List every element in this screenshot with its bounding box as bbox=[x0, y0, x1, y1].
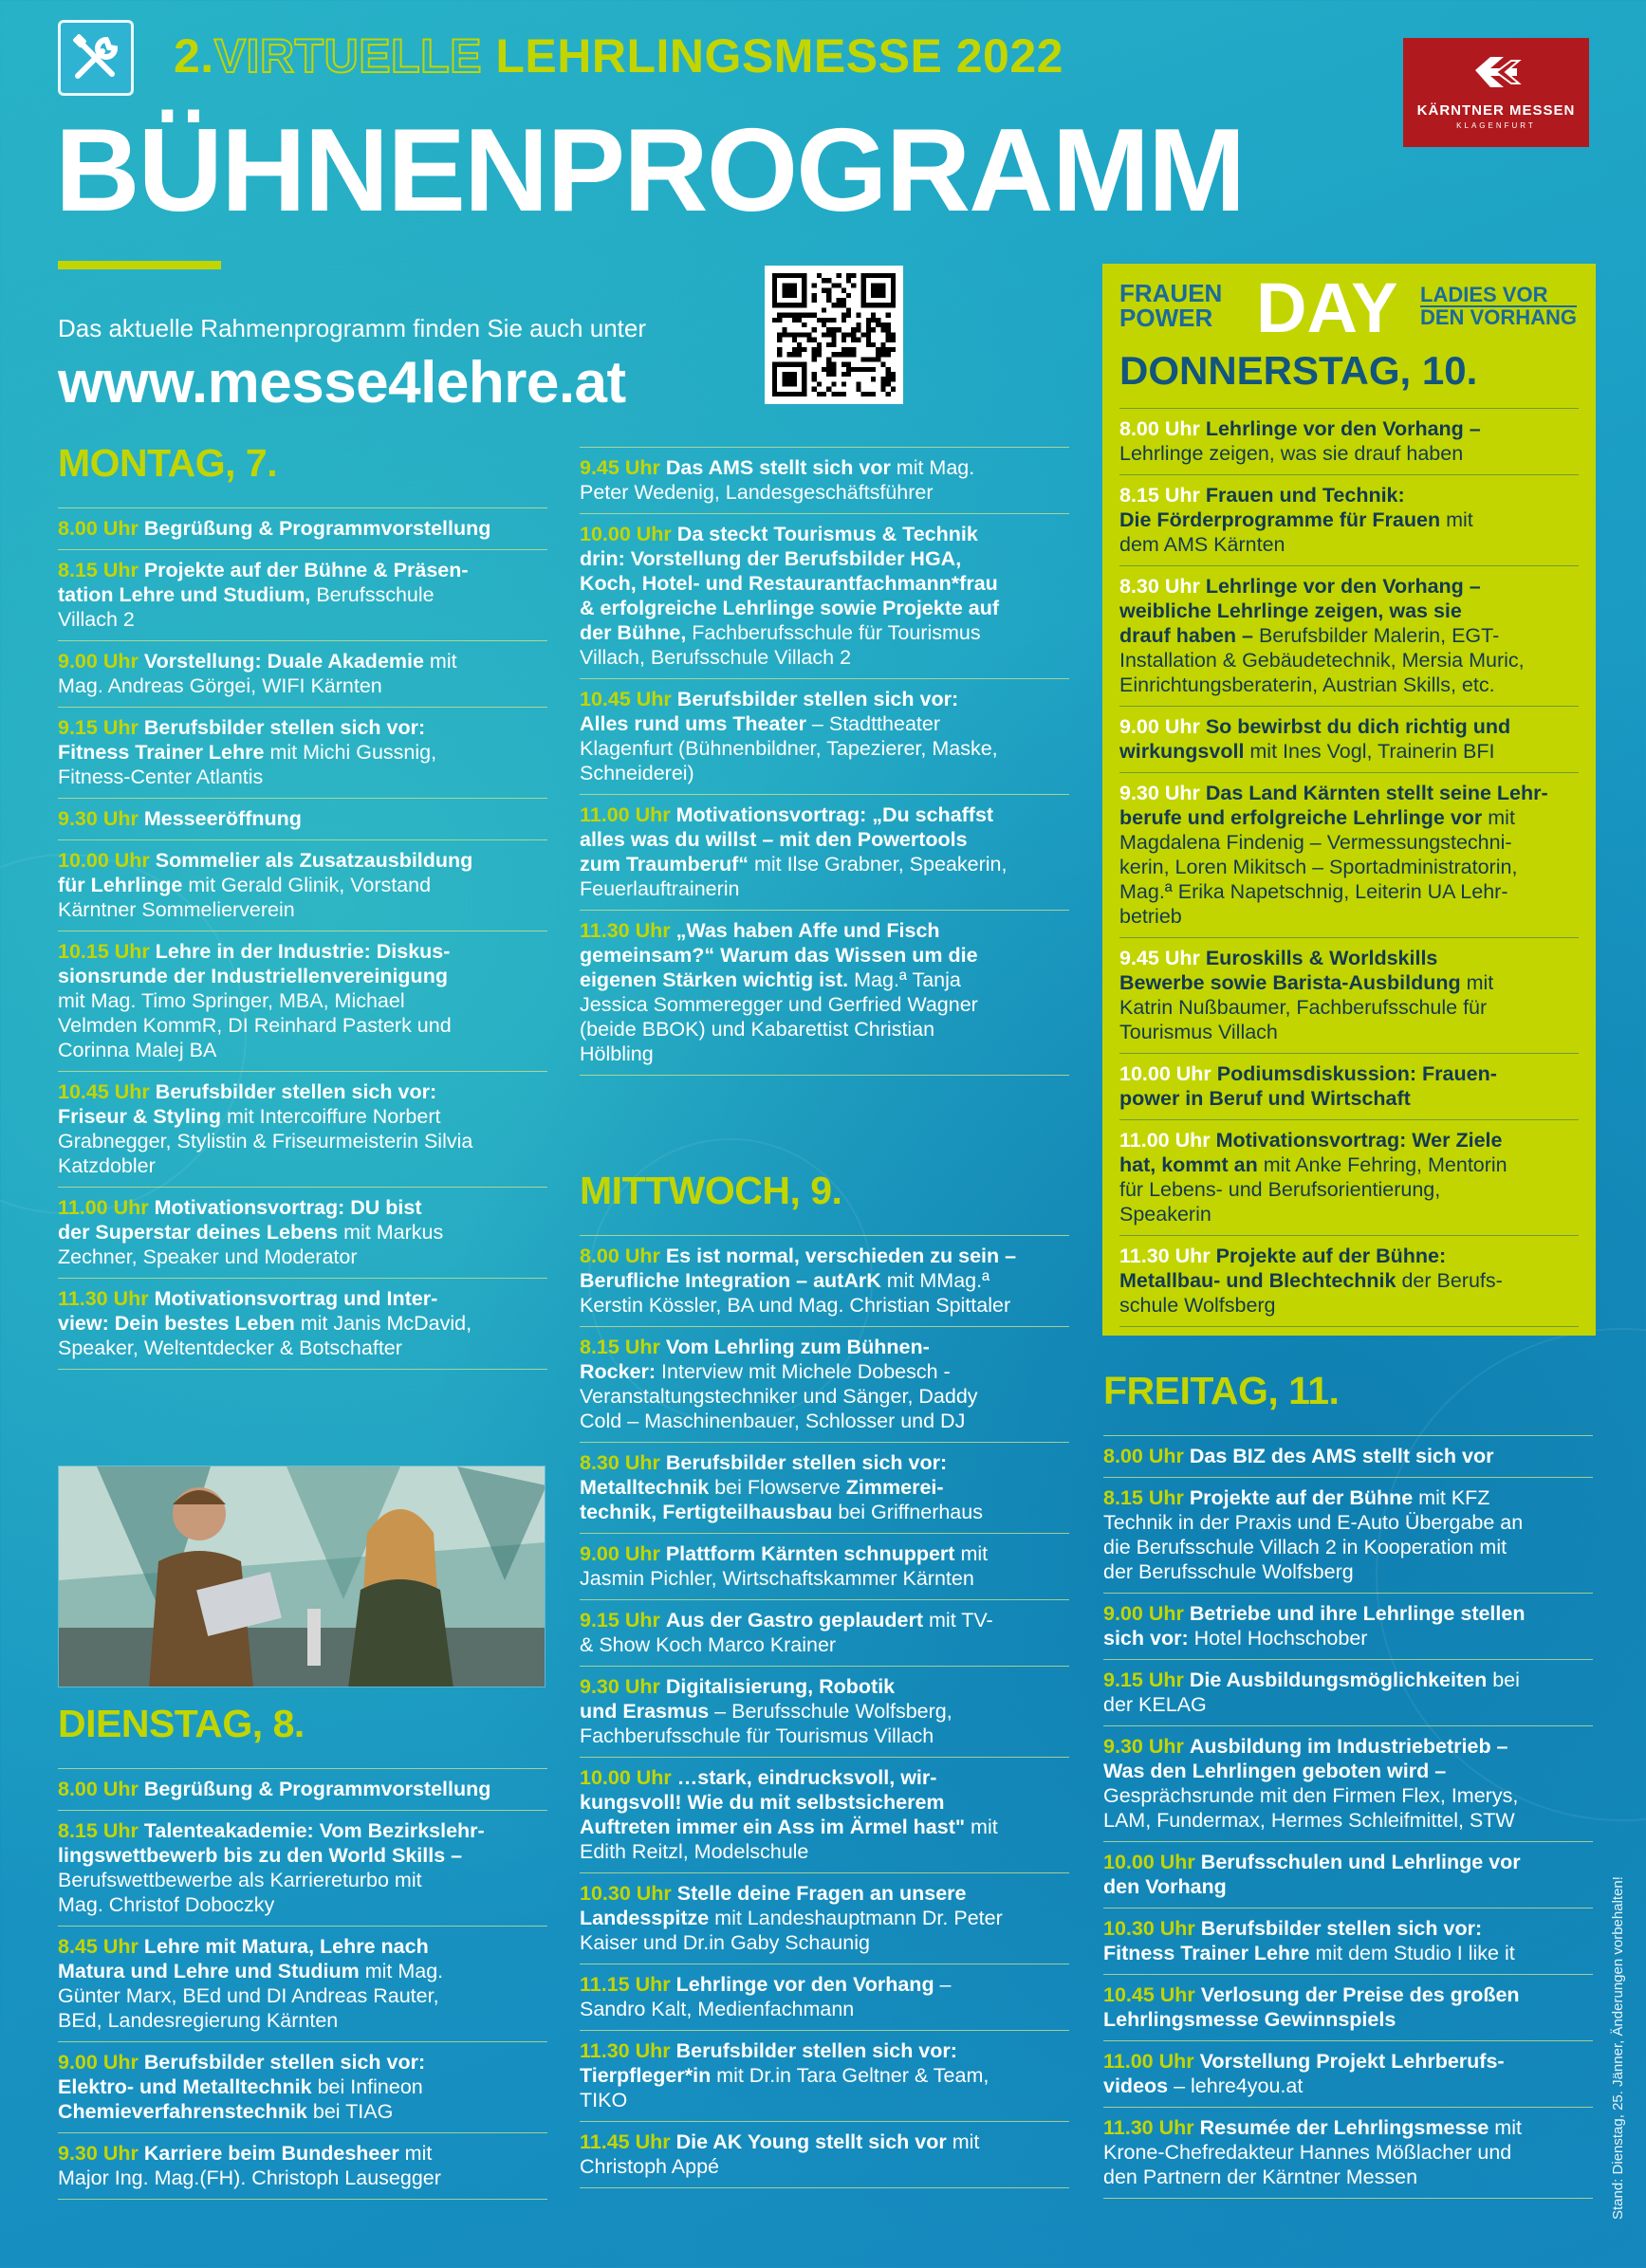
entry-time: 10.30 Uhr bbox=[1103, 1917, 1195, 1940]
entry-time: 10.00 Uhr bbox=[1119, 1062, 1211, 1085]
program-entry bbox=[1103, 1435, 1593, 1477]
entry-time: 8.15 Uhr bbox=[58, 559, 139, 581]
entry-time: 9.00 Uhr bbox=[1103, 1602, 1184, 1625]
program-entry bbox=[1119, 565, 1579, 706]
logo-mark-icon bbox=[1468, 47, 1525, 95]
program-entry bbox=[58, 1926, 547, 2041]
page-title: BÜHNENPROGRAMM bbox=[55, 105, 1245, 236]
program-entry bbox=[58, 1187, 547, 1278]
program-entry bbox=[1103, 2107, 1593, 2198]
program-entry bbox=[1103, 2040, 1593, 2107]
entry-text: Lehre mit Matura, Lehre nach Matura und Lehre und Studium mit Mag. Günter Marx, BEd und DI Andreas Rauter, BEd, Landesregierung Kärnten bbox=[58, 1935, 444, 2032]
entry-text: Motivationsvortrag und Inter- view: Dein bestes Leben mit Janis McDavid, Speaker, Weltentdecker & Botschafter bbox=[58, 1287, 472, 1359]
program-entry bbox=[1103, 1659, 1593, 1725]
entry-text: Berufsschulen und Lehrlinge vor den Vorhang bbox=[1103, 1851, 1521, 1898]
program-entry bbox=[58, 2041, 547, 2132]
entry-time: 11.30 Uhr bbox=[580, 919, 671, 942]
entry-time: 8.00 Uhr bbox=[58, 1778, 139, 1800]
entry-text: Die Ausbildungsmöglichkeiten bei der KELAG bbox=[1103, 1669, 1520, 1716]
entry-time: 9.00 Uhr bbox=[58, 2051, 139, 2074]
entry-text: Messeeröffnung bbox=[143, 807, 302, 830]
program-entry bbox=[580, 2121, 1069, 2187]
entry-time: 8.00 Uhr bbox=[58, 517, 139, 540]
entry-time: 8.45 Uhr bbox=[58, 1935, 139, 1958]
entry-time: 8.15 Uhr bbox=[58, 1819, 139, 1842]
entry-time: 9.15 Uhr bbox=[580, 1609, 660, 1632]
entry-time: 8.00 Uhr bbox=[580, 1245, 660, 1267]
entry-text: Da steckt Tourismus & Technik drin: Vorstellung der Berufsbilder HGA, Koch, Hotel- und Restaurantfachmann*frau & erfolgreiche Lehrlinge sowie Projekte auf der Bühne, Fachberufsschule für Tourismus Villach, Berufsschule Villach 2 bbox=[580, 523, 1000, 669]
entry-text: …stark, eindrucksvoll, wir- kungsvoll! Wie du mit selbstsicherem Auftreten immer ein Ass im Ärmel hast" mit Edith Reitzl, Modelschule bbox=[580, 1766, 998, 1863]
program-entry bbox=[580, 447, 1069, 513]
entry-time: 11.30 Uhr bbox=[1119, 1245, 1211, 1267]
entry-text: Digitalisierung, Robotik und Erasmus – Berufsschule Wolfsberg, Fachberufsschule für Tourismus Villach bbox=[580, 1675, 952, 1747]
day-heading-donnerstag: DONNERSTAG, 10. bbox=[1119, 348, 1478, 393]
fp-day: DAY bbox=[1256, 268, 1398, 347]
intro-text: Das aktuelle Rahmenprogramm finden Sie auch unter bbox=[58, 314, 647, 342]
entry-text: Motivationsvortrag: Wer Ziele hat, kommt an mit Anke Fehring, Mentorin für Lebens- und Berufsorientierung, Speakerin bbox=[1119, 1129, 1507, 1226]
entry-time: 9.30 Uhr bbox=[580, 1675, 660, 1698]
entry-text: Stelle deine Fragen an unsere Landesspitze mit Landeshauptmann Dr. Peter Kaiser und Dr.in Gaby Schaunig bbox=[580, 1882, 1003, 1954]
entry-time: 9.30 Uhr bbox=[1103, 1735, 1184, 1758]
logo-city: KLAGENFURT bbox=[1456, 121, 1536, 130]
fp-vorhang: DEN VORHANG bbox=[1420, 305, 1578, 329]
program-entry bbox=[1119, 1053, 1579, 1119]
program-entry bbox=[58, 839, 547, 931]
entry-text: Frauen und Technik: Die Förderprogramme für Frauen mit dem AMS Kärnten bbox=[1119, 484, 1473, 556]
program-entry bbox=[580, 794, 1069, 910]
entry-text: Die AK Young stellt sich vor mit Christoph Appé bbox=[580, 2130, 980, 2178]
entry-time: 8.15 Uhr bbox=[580, 1336, 660, 1358]
column-montag bbox=[58, 441, 547, 1370]
entries-freitag bbox=[1103, 1435, 1593, 2199]
program-entry bbox=[580, 513, 1069, 678]
entry-time: 11.00 Uhr bbox=[58, 1196, 149, 1219]
entry-time: 9.00 Uhr bbox=[1119, 715, 1200, 738]
footer-note: Stand: Dienstag, 25. Jänner, Änderungen vorbehalten! bbox=[1610, 1876, 1626, 2220]
program-entry bbox=[1119, 772, 1579, 937]
entry-time: 8.30 Uhr bbox=[1119, 575, 1200, 598]
entry-time: 11.00 Uhr bbox=[1103, 2050, 1194, 2073]
entry-text: Sommelier als Zusatzausbildung für Lehrlinge mit Gerald Glinik, Vorstand Kärntner Sommelierverein bbox=[58, 849, 473, 921]
website-link[interactable]: www.messe4lehre.at bbox=[58, 350, 626, 415]
entry-text: Berufsbilder stellen sich vor: Tierpfleger*in mit Dr.in Tara Geltner & Team, TIKO bbox=[580, 2039, 989, 2111]
entry-time: 9.30 Uhr bbox=[1119, 782, 1200, 804]
program-entry bbox=[1103, 1841, 1593, 1908]
fp-frauen: FRAUEN bbox=[1119, 279, 1223, 307]
entry-text: Das Land Kärnten stellt seine Lehr- berufe und erfolgreiche Lehrlinge vor mit Magdalena Findenig – Vermessungstechni- kerin, Loren Mikitsch – Sportadministratorin, Mag.ª Erika Napetschnig, Leiterin UA Lehr- betrieb bbox=[1119, 782, 1548, 928]
program-entry bbox=[1119, 1235, 1579, 1326]
column-dienstag-continued bbox=[580, 447, 1069, 1076]
program-entry bbox=[1103, 1725, 1593, 1841]
frauen-power-day-panel bbox=[1102, 264, 1596, 1336]
entry-text: Motivationsvortrag: DU bist der Superstar deines Lebens mit Markus Zechner, Speaker und Moderator bbox=[58, 1196, 444, 1268]
frauen-power-day-logo bbox=[1119, 268, 1579, 347]
entry-time: 11.30 Uhr bbox=[1103, 2116, 1194, 2139]
entry-time: 8.15 Uhr bbox=[1103, 1486, 1184, 1509]
program-entry bbox=[58, 1768, 547, 1810]
entry-text: Vorstellung Projekt Lehrberufs- videos – lehre4you.at bbox=[1103, 2050, 1505, 2097]
entry-text: Lehrlinge vor den Vorhang – weibliche Lehrlinge zeigen, was sie drauf haben – Berufsbilder Malerin, EGT- Installation & Gebäudetechnik, Mersia Muric, Einrichtungsberaterin, Austrian Skills, etc. bbox=[1119, 575, 1525, 696]
entry-time: 11.00 Uhr bbox=[580, 803, 671, 826]
entry-time: 10.00 Uhr bbox=[58, 849, 150, 872]
program-entry bbox=[58, 549, 547, 640]
entry-text: Projekte auf der Bühne: Metallbau- und Blechtechnik der Berufs- schule Wolfsberg bbox=[1119, 1245, 1503, 1317]
program-entry bbox=[580, 1666, 1069, 1757]
entry-time: 10.00 Uhr bbox=[580, 523, 672, 545]
program-entry bbox=[580, 1757, 1069, 1872]
entry-time: 8.15 Uhr bbox=[1119, 484, 1200, 507]
entry-text: Berufsbilder stellen sich vor: Fitness Trainer Lehre mit dem Studio I like it bbox=[1103, 1917, 1515, 1964]
kaerntner-messen-logo bbox=[1403, 38, 1589, 147]
entry-text: Talenteakademie: Vom Bezirkslehr- lingswettbewerb bis zu den World Skills – Berufswettbewerbe als Karriereturbo mit Mag. Christof Doboczky bbox=[58, 1819, 485, 1916]
entry-time: 10.30 Uhr bbox=[580, 1882, 672, 1905]
program-entry bbox=[580, 1872, 1069, 1964]
entry-time: 11.45 Uhr bbox=[580, 2130, 671, 2153]
tools-icon bbox=[58, 20, 134, 96]
day-heading-montag: MONTAG, 7. bbox=[58, 441, 278, 485]
fp-ladies: LADIES VOR bbox=[1420, 285, 1577, 307]
entry-text: Berufsbilder stellen sich vor: Metalltechnik bei Flowserve Zimmerei- technik, Fertigteilhausbau bei Griffnerhaus bbox=[580, 1451, 983, 1523]
program-entry bbox=[1103, 1908, 1593, 1974]
entry-time: 10.45 Uhr bbox=[580, 688, 672, 710]
program-entry bbox=[58, 707, 547, 798]
program-entry bbox=[580, 1533, 1069, 1599]
entry-time: 8.00 Uhr bbox=[1119, 417, 1200, 440]
entry-time: 10.00 Uhr bbox=[580, 1766, 672, 1789]
entry-time: 9.30 Uhr bbox=[58, 807, 139, 830]
program-entry bbox=[1119, 937, 1579, 1053]
entry-text: So bewirbst du dich richtig und wirkungsvoll mit Ines Vogl, Trainerin BFI bbox=[1119, 715, 1511, 763]
program-entry bbox=[58, 1071, 547, 1187]
program-entry bbox=[580, 1442, 1069, 1533]
program-entry bbox=[58, 2132, 547, 2199]
program-entry bbox=[1103, 1974, 1593, 2040]
entry-text: Karriere beim Bundesheer mit Major Ing. Mag.(FH). Christoph Lausegger bbox=[58, 2142, 441, 2189]
entry-text: Lehrlinge vor den Vorhang – Sandro Kalt, Medienfachmann bbox=[580, 1973, 952, 2020]
day-heading-dienstag: DIENSTAG, 8. bbox=[58, 1702, 305, 1745]
title-underline bbox=[58, 261, 221, 269]
entry-text: Resumée der Lehrlingsmesse mit Krone-Chefredakteur Hannes Mößlacher und den Partnern der Kärntner Messen bbox=[1103, 2116, 1522, 2188]
entry-time: 9.15 Uhr bbox=[1103, 1669, 1184, 1691]
entry-time: 10.45 Uhr bbox=[1103, 1983, 1195, 2006]
entry-time: 8.00 Uhr bbox=[1103, 1445, 1184, 1467]
program-entry bbox=[1119, 1119, 1579, 1235]
entry-text: Es ist normal, verschieden zu sein – Berufliche Integration – autArK mit MMag.ª Kerstin Kössler, BA und Mag. Christian Spittaler bbox=[580, 1245, 1017, 1317]
program-entry bbox=[580, 1326, 1069, 1442]
entry-text: Motivationsvortrag: „Du schaffst alles was du willst – mit den Powertools zum Traumberuf“ mit Ilse Grabner, Speakerin, Feuerlauftrainerin bbox=[580, 803, 1008, 900]
entry-time: 10.00 Uhr bbox=[1103, 1851, 1195, 1873]
program-entry bbox=[58, 640, 547, 707]
entry-time: 8.30 Uhr bbox=[580, 1451, 660, 1474]
photo-apprentices bbox=[58, 1466, 546, 1687]
entries-montag bbox=[58, 507, 547, 1370]
entry-text: Ausbildung im Industriebetrieb – Was den Lehrlingen geboten wird – Gesprächsrunde mit den Firmen Flex, Imerys, LAM, Fundermax, Hermes Schleifmittel, STW bbox=[1103, 1735, 1519, 1832]
program-entry bbox=[1119, 408, 1579, 474]
column-dienstag bbox=[58, 1702, 547, 2200]
fp-power: POWER bbox=[1119, 304, 1213, 332]
entry-text: Begrüßung & Programmvorstellung bbox=[143, 1778, 491, 1800]
entry-text: Das BIZ des AMS stellt sich vor bbox=[1189, 1445, 1494, 1467]
entry-text: Berufsbilder stellen sich vor: Alles rund ums Theater – Stadttheater Klagenfurt (Bühnenbildner, Tapezierer, Maske, Schneiderei) bbox=[580, 688, 998, 784]
entry-time: 11.30 Uhr bbox=[58, 1287, 149, 1310]
entries-dienstag bbox=[58, 1768, 547, 2200]
program-entry bbox=[580, 678, 1069, 794]
entry-text: Vom Lehrling zum Bühnen- Rocker: Interview mit Michele Dobesch - Veranstaltungstechniker und Sänger, Daddy Cold – Maschinenbauer, Schlosser und DJ bbox=[580, 1336, 978, 1432]
entry-text: Betriebe und ihre Lehrlinge stellen sich vor: Hotel Hochschober bbox=[1103, 1602, 1526, 1650]
entry-text: Berufsbilder stellen sich vor: Elektro- und Metalltechnik bei Infineon Chemieverfahrenstechnik bei TIAG bbox=[58, 2051, 426, 2123]
program-entry bbox=[58, 931, 547, 1071]
qr-code[interactable] bbox=[765, 266, 903, 404]
program-entry bbox=[580, 1599, 1069, 1666]
entry-text: Berufsbilder stellen sich vor: Fitness Trainer Lehre mit Michi Gussnig, Fitness-Center Atlantis bbox=[58, 716, 437, 788]
column-mittwoch bbox=[580, 1171, 1069, 2188]
entry-text: Verlosung der Preise des großen Lehrlingsmesse Gewinnspiels bbox=[1103, 1983, 1520, 2031]
logo-name: KÄRNTNER MESSEN bbox=[1416, 102, 1576, 119]
entry-time: 11.00 Uhr bbox=[1119, 1129, 1211, 1152]
entry-time: 11.15 Uhr bbox=[580, 1973, 671, 1996]
day-heading-mittwoch: MITTWOCH, 9. bbox=[580, 1169, 842, 1212]
entry-text: Projekte auf der Bühne & Präsen- tation Lehre und Studium, Berufsschule Villach 2 bbox=[58, 559, 469, 631]
entry-text: Lehrlinge vor den Vorhang – Lehrlinge zeigen, was sie drauf haben bbox=[1119, 417, 1481, 465]
program-entry bbox=[1103, 1593, 1593, 1659]
program-entry bbox=[58, 507, 547, 549]
program-entry bbox=[580, 910, 1069, 1075]
entries-dienstag-continued bbox=[580, 447, 1069, 1076]
day-heading-freitag: FREITAG, 11. bbox=[1103, 1369, 1340, 1412]
program-entry bbox=[580, 1964, 1069, 2030]
program-entry bbox=[58, 1278, 547, 1369]
column-freitag bbox=[1103, 1369, 1593, 2199]
entry-text: Vorstellung: Duale Akademie mit Mag. Andreas Görgei, WIFI Kärnten bbox=[58, 650, 457, 697]
entry-time: 10.45 Uhr bbox=[58, 1080, 150, 1103]
program-entry bbox=[58, 1810, 547, 1926]
program-entry bbox=[58, 798, 547, 839]
entry-text: Das AMS stellt sich vor mit Mag. Peter Wedenig, Landesgeschäftsführer bbox=[580, 456, 975, 504]
entry-text: Plattform Kärnten schnuppert mit Jasmin Pichler, Wirtschaftskammer Kärnten bbox=[580, 1542, 989, 1590]
entry-text: Berufsbilder stellen sich vor: Friseur & Styling mit Intercoiffure Norbert Grabnegger, Stylistin & Friseurmeisterin Silvia Katzdobler bbox=[58, 1080, 473, 1177]
entry-text: Projekte auf der Bühne mit KFZ Technik in der Praxis und E-Auto Übergabe an die Berufsschule Villach 2 in Kooperation mit der Berufsschule Wolfsberg bbox=[1103, 1486, 1524, 1583]
entry-time: 9.15 Uhr bbox=[58, 716, 139, 739]
entry-text: Aus der Gastro geplaudert mit TV- & Show Koch Marco Krainer bbox=[580, 1609, 993, 1656]
program-entry bbox=[580, 2030, 1069, 2121]
program-entry bbox=[1119, 706, 1579, 772]
event-subtitle: 2.VIRTUELLE LEHRLINGSMESSE 2022 bbox=[174, 29, 1063, 83]
entry-time: 10.15 Uhr bbox=[58, 940, 150, 963]
entries-donnerstag bbox=[1119, 408, 1579, 1327]
entries-mittwoch bbox=[580, 1235, 1069, 2188]
program-entry bbox=[580, 1235, 1069, 1326]
entry-time: 9.45 Uhr bbox=[580, 456, 660, 479]
entry-time: 9.45 Uhr bbox=[1119, 947, 1200, 969]
entry-time: 9.30 Uhr bbox=[58, 2142, 139, 2165]
entry-text: Euroskills & Worldskills Bewerbe sowie Barista-Ausbildung mit Katrin Nußbaumer, Fachberufsschule für Tourismus Villach bbox=[1119, 947, 1494, 1043]
entry-text: Lehre in der Industrie: Diskus- sionsrunde der Industriellenvereinigung mit Mag. Timo Springer, MBA, Michael Velmden KommR, DI Reinhard Pasterk und Corinna Malej BA bbox=[58, 940, 452, 1061]
entry-text: Podiumsdiskussion: Frauen- power in Beruf und Wirtschaft bbox=[1119, 1062, 1497, 1110]
entry-text: Begrüßung & Programmvorstellung bbox=[143, 517, 491, 540]
entry-time: 9.00 Uhr bbox=[580, 1542, 660, 1565]
entry-time: 9.00 Uhr bbox=[58, 650, 139, 673]
program-entry bbox=[1119, 474, 1579, 565]
entry-time: 11.30 Uhr bbox=[580, 2039, 671, 2062]
entry-text: „Was haben Affe und Fisch gemeinsam?“ Warum das Wissen um die eigenen Stärken wichtig ist. Mag.ª Tanja Jessica Sommeregger und Gerfried Wagner (beide BBOK) und Kabarettist Christian Hölbling bbox=[580, 919, 978, 1065]
program-entry bbox=[1103, 1477, 1593, 1593]
